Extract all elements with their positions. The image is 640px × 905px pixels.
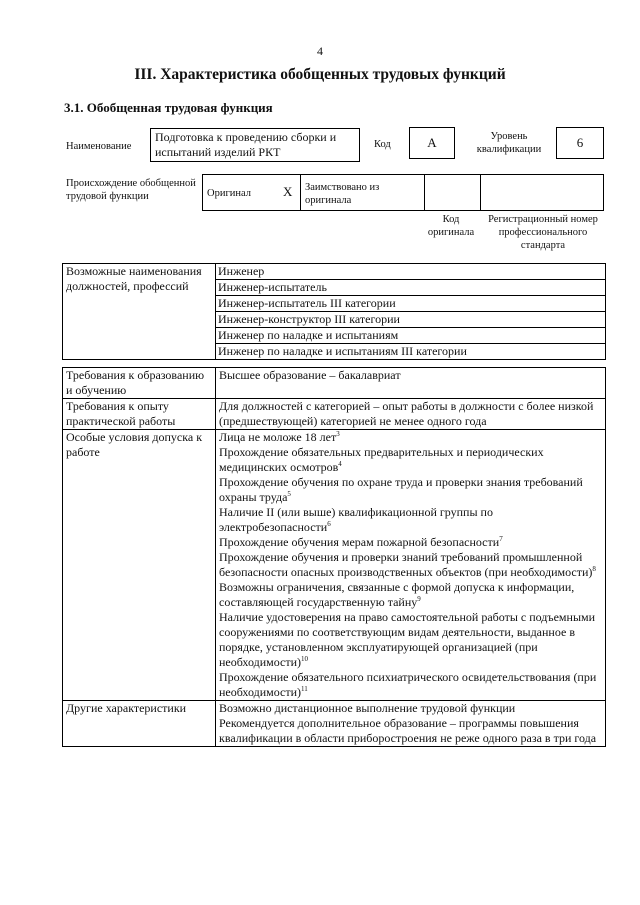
requirements-table: [62, 367, 606, 747]
code-original-caption: Код оригинала: [427, 214, 475, 238]
code-value: А: [409, 127, 455, 159]
condition-item: Прохождение обязательного психиатрического освидетельствования (при необходимости)$^{11}$: [219, 670, 597, 699]
experience-value: Для должностей с категорией – опыт работы в должности с более низкой (предшествующей) категорией не менее одного года: [216, 399, 606, 430]
condition-item: Возможны ограничения, связанные с формой допуска к информации, составляющей государственную тайну$^9$: [219, 580, 575, 609]
condition-item: Наличие II (или выше) квалификационной группы по электробезопасности$^6$: [219, 505, 493, 534]
position-item: Инженер по наладке и испытаниям: [216, 328, 605, 344]
original-mark: X: [283, 184, 293, 199]
special-label: Особые условия допуска к работе: [63, 430, 216, 701]
divider: [424, 175, 425, 210]
position-item: Инженер: [216, 264, 605, 280]
divider: [480, 175, 481, 210]
level-label: Уровень квалификации: [476, 131, 542, 155]
origin-label: Происхождение обобщенной трудовой функции: [66, 178, 196, 202]
other-label: Другие характеристики: [63, 701, 216, 747]
page-number: 4: [317, 44, 323, 58]
condition-item: Наличие удостоверения на право самостоятельной работы с подъемными сооружениями по соответствующим видам деятельности, выданное в порядке, установленном эксплуатирующей организацией (при необходимости)$^{10}$: [219, 610, 596, 669]
other-item: Возможно дистанционное выполнение трудовой функции: [219, 701, 516, 715]
original-label: Оригинал: [207, 188, 251, 199]
name-label: Наименование: [66, 141, 132, 152]
experience-label: Требования к опыту практической работы: [63, 399, 216, 430]
position-item: Инженер-конструктор III категории: [216, 312, 605, 328]
level-value: 6: [556, 127, 604, 159]
code-label: Код: [374, 139, 391, 150]
section-title: III. Характеристика обобщенных трудовых функций: [134, 66, 506, 83]
borrowed-label: Заимствовано из оригинала: [305, 182, 380, 206]
position-item: Инженер-испытатель III категории: [216, 296, 605, 312]
reg-number-caption: Регистрационный номер профессионального стандарта: [488, 214, 598, 251]
origin-table: [202, 174, 604, 211]
education-label: Требования к образованию и обучению: [63, 368, 216, 399]
special-conditions: [216, 430, 606, 701]
positions-label: Возможные наименования должностей, профессий: [63, 264, 216, 360]
position-item: Инженер-испытатель: [216, 280, 605, 296]
condition-item: Прохождение обязательных предварительных и периодических медицинских осмотров$^4$: [219, 445, 544, 474]
other-characteristics: [216, 701, 606, 747]
condition-item: Прохождение обучения мерам пожарной безопасности$^7$: [219, 535, 503, 549]
positions-table: [62, 263, 606, 360]
condition-item: Прохождение обучения по охране труда и проверки знания требований охраны труда$^5$: [219, 475, 583, 504]
name-value: Подготовка к проведению сборки и испытаний изделий РКТ: [150, 128, 360, 162]
position-item: Инженер по наладке и испытаниям III категории: [218, 344, 467, 358]
positions-list: [216, 264, 606, 360]
education-value: Высшее образование – бакалавриат: [216, 368, 606, 399]
other-item: Рекомендуется дополнительное образование – программы повышения квалификации в области приборостроения не реже одного раза в три года: [219, 716, 597, 745]
subsection-title: 3.1. Обобщенная трудовая функция: [64, 100, 273, 115]
condition-item: Лица не моложе 18 лет$^3$: [219, 430, 340, 444]
divider: [300, 175, 301, 210]
condition-item: Прохождение обучения и проверки знаний требований промышленной безопасности опасных производственных объектов (при необходимости)$^8$: [219, 550, 596, 579]
